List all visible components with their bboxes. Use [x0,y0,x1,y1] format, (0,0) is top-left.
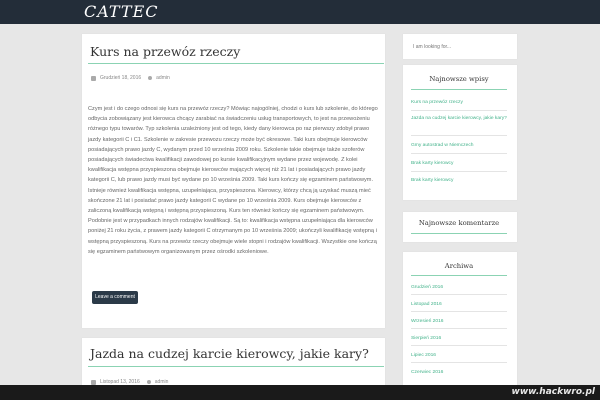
title-divider [88,366,384,367]
archive-link[interactable]: Listopad 2016 [411,302,442,307]
archive-link[interactable]: Sierpień 2016 [411,336,442,341]
post-author[interactable]: admin [156,75,170,81]
watermark-text: www.hackwro.pl [511,387,595,397]
user-icon [147,380,151,384]
list-divider [411,294,507,295]
leave-comment-button[interactable]: Leave a comment [92,291,138,304]
widget-title: Najnowsze wpisy [429,75,489,83]
list-divider [411,311,507,312]
archives-widget [403,252,517,400]
list-divider [411,110,507,111]
post-date[interactable]: Grudzień 18, 2016 [100,75,142,81]
watermark-bar [0,385,600,400]
list-divider [411,345,507,346]
recent-comments-widget [403,212,517,242]
recent-post-link[interactable]: Brak karty kierowcy [411,161,454,166]
post-title[interactable]: Jazda na cudzej karcie kierowcy, jakie kary? [90,346,369,361]
post-text: Czym jest i do czego odnosi się kurs na przewóz rzeczy? Mówiąc najogólniej, chodzi o kurs lub szkolenie, do którego odbycia zobowiązany jest kierowca chcący zarabiać na świadczeniu usług transportowych, to jest na przewożeniu różnego typu towarów. Typ szkolenia uzależniony jest od tego, kiedy dany kierowca po raz pierwszy zdobył prawo jazdy kategorii C i C1. Szkolenie w zakresie przewozu rzeczy może być okresowe. Taki kurs obejmuje kierowców posiadających prawo jazdy C, wydanym przed 10 września 2009 roku. Szkolenie takie obejmuje także szoferów posiadających świadectwa kwalifikacji zawodowej po kursie kwalifikacyjnym wydane przez wojewodę. Z kolei kwalifikacja wstępna przyspieszona obejmuje kierowców mających więcej niż 21 lat i posiadających prawo jazdy kategorii C, lub prawo jazdy musi być wydane po 10 września 2009. Taki kurs kończy się egzaminem państwowym. Istnieje również kwalifikacja wstępna, uzupełniająca, przyspieszona. Kierowcy, którzy chcą ją uzyskać muszą mieć skończone 21 lat i posiadać prawo jazdy kategorii C wydane po 10 września 2009. Kurs obejmuje kierowców z zaliczoną kwalifikacją wstępną i wstępną przyspieszoną. Kurs ten również kończy się egzaminem państwowym. Podobnie jest w przypadkach innych rodzajów kwalifikacji. Są to: kwalifikacja wstępna uzupełniająca dla kierowców poniżej 21 roku życia, z prawem jazdy kategorii C otrzymanym po 10 września 2009; ukończyli kwalifikację wstępną i wstępną przyspieszoną. Kurs na przewóz rzeczy obejmuje wiele stopni i rodzajów kwalifikacji. Wszystkie one kończą się egzaminem państwowym organizowanym przez ośrodki szkoleniowe. [88,106,378,255]
post-date[interactable]: Listopad 13, 2016 [100,379,140,385]
search-input[interactable] [411,41,513,53]
recent-post-link[interactable]: Jazda na cudzej karcie kierowcy, jakie kary? [411,116,507,121]
user-icon [148,76,152,80]
recent-post-link[interactable]: Brak karty kierowcy [411,178,454,183]
post-card [82,34,385,328]
archive-link[interactable]: Czerwiec 2016 [411,370,444,375]
calendar-icon [91,380,96,385]
widget-divider [411,89,507,90]
calendar-icon [91,76,96,81]
archive-link[interactable]: Lipiec 2016 [411,353,437,358]
recent-posts-widget [403,65,517,200]
post-title[interactable]: Kurs na przewóz rzeczy [90,44,241,59]
archive-link[interactable]: Wrzesień 2016 [411,319,444,324]
site-logo[interactable]: CATTEC [84,2,159,21]
list-divider [411,362,507,363]
title-divider [88,63,384,64]
widget-title: Archiwa [444,262,474,270]
list-divider [411,171,507,172]
recent-post-link[interactable]: Kurs na przewóz rzeczy [411,100,463,105]
site-header [0,0,600,24]
widget-divider [411,233,507,234]
post-meta [91,75,170,81]
recent-post-link[interactable]: Gmy autostrad w Niemczech [411,143,474,148]
widget-divider [411,275,507,276]
list-divider [411,328,507,329]
list-divider [411,153,507,154]
search-widget [403,34,517,59]
widget-title: Najnowsze komentarze [418,219,500,227]
archive-link[interactable]: Grudzień 2016 [411,285,444,290]
post-author[interactable]: admin [154,379,169,385]
list-divider [411,135,507,136]
post-body [88,104,380,257]
